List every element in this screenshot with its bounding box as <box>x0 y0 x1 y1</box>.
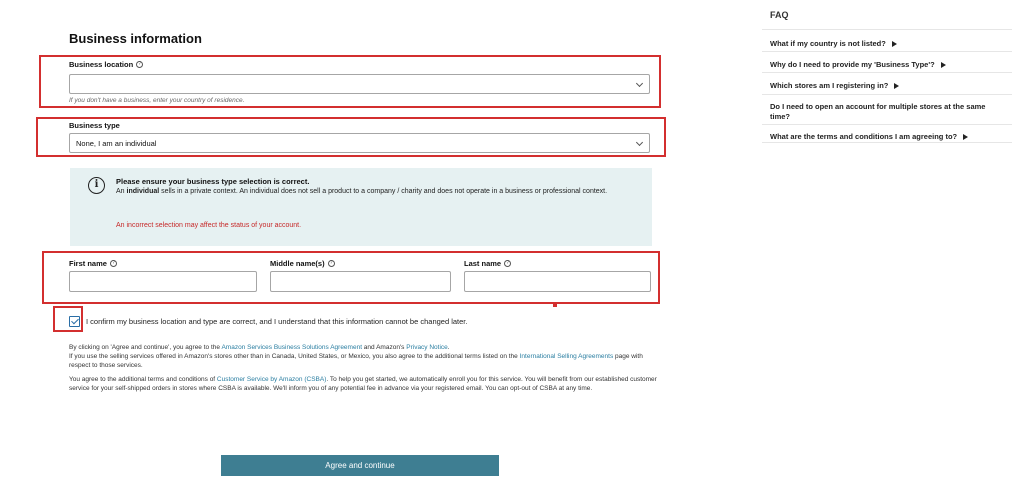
middle-name-label: Middle name(s) ? <box>270 259 335 268</box>
highlight-business-type <box>36 117 666 157</box>
help-icon[interactable]: ? <box>504 260 511 267</box>
play-arrow-icon <box>941 62 946 68</box>
csba-link[interactable]: Customer Service by Amazon (CSBA) <box>216 376 327 383</box>
faq-item[interactable]: Which stores am I registering in? <box>762 72 1012 94</box>
notice-warning: An incorrect selection may affect the status of your account. <box>116 222 302 229</box>
business-location-hint: If you don't have a business, enter your country of residence. <box>69 97 245 104</box>
business-type-value: None, I am an individual <box>76 138 157 148</box>
notice-title: Please ensure your business type selection is correct. <box>116 177 310 186</box>
legal-agreement-text: By clicking on 'Agree and continue', you agree to the Amazon Services Business Solutions Agreement and Amazon's Privacy Notice. <box>69 344 450 351</box>
business-type-label: Business type <box>69 121 120 130</box>
first-name-label: First name ? <box>69 259 117 268</box>
business-type-notice <box>70 168 652 246</box>
faq-item[interactable]: What are the terms and conditions I am agreeing to? <box>762 124 1012 143</box>
help-icon[interactable]: ? <box>110 260 117 267</box>
play-arrow-icon <box>892 41 897 47</box>
highlight-business-location <box>39 55 661 108</box>
bsa-link[interactable]: Amazon Services Business Solutions Agreement <box>221 344 362 351</box>
play-arrow-icon <box>894 83 899 89</box>
agree-continue-button[interactable]: Agree and continue <box>221 455 499 476</box>
last-name-label: Last name ? <box>464 259 511 268</box>
faq-item[interactable]: What if my country is not listed? <box>762 29 1012 51</box>
info-icon: i <box>88 177 105 194</box>
highlight-marker <box>553 302 557 307</box>
play-arrow-icon <box>963 134 968 140</box>
help-icon[interactable]: ? <box>136 61 143 68</box>
faq-item[interactable]: Why do I need to provide my 'Business Type'? <box>762 51 1012 72</box>
business-location-label: Business location ? <box>69 60 143 69</box>
legal-international-text: If you use the selling services offered in Amazon's stores other than in Canada, United States, or Mexico, you also agree to the additional terms listed on the International Selling Agreements page with respect to those services. <box>69 353 643 369</box>
highlight-names <box>42 251 660 304</box>
highlight-checkbox <box>53 306 83 332</box>
help-icon[interactable]: ? <box>328 260 335 267</box>
faq-item[interactable]: Do I need to open an account for multiple stores at the same time? <box>762 94 1012 124</box>
international-selling-link[interactable]: International Selling Agreements <box>519 353 614 360</box>
confirm-text: I confirm my business location and type are correct, and I understand that this information cannot be changed later. <box>86 317 468 326</box>
faq-title: FAQ <box>770 10 789 20</box>
legal-csba-text: You agree to the additional terms and conditions of Customer Service by Amazon (CSBA). To help you get started, we automatically enroll you for this service. You will benefit from our established customer service for your self-shipped orders in stores where CSBA is available. We'll inform you of any potential fee in advance via your registered email. You can opt-out of CSBA at any time. <box>69 376 657 392</box>
page-title: Business information <box>69 31 202 46</box>
notice-text: An individual sells in a private context. An individual does not sell a product to a company / charity and does not operate in a business or professional context. <box>116 188 608 195</box>
privacy-notice-link[interactable]: Privacy Notice <box>406 344 448 351</box>
